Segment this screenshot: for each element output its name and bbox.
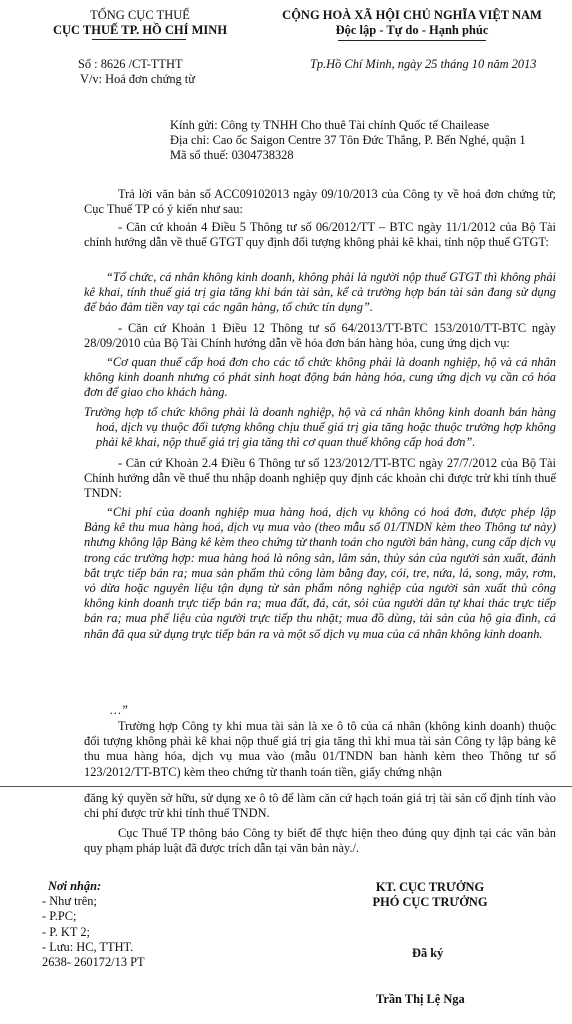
doc-number: Số : 8626 /CT-TTHT bbox=[78, 57, 183, 71]
recipient-to: Kính gửi: Công ty TNHH Cho thuê Tài chính Quốc tế Chailease bbox=[170, 118, 490, 132]
signed-mark: Đã ký bbox=[412, 946, 444, 960]
quote-2: “Cơ quan thuế cấp hoá đơn cho các tổ chức không phải là doanh nghiệp, hộ và cá nhân không kinh doanh nhưng có phát sinh hoạt động bán hàng hóa, cung ứng dịch vụ cần có hóa đơn để giao cho khách hàng. bbox=[84, 355, 556, 400]
recipient-line: - P.PC; bbox=[42, 909, 77, 924]
sign-role: PHÓ CỤC TRƯỞNG bbox=[372, 895, 488, 910]
place-date: Tp.Hồ Chí Minh, ngày 25 tháng 10 năm 2013 bbox=[310, 57, 537, 71]
recipient-address: Địa chỉ: Cao ốc Saigon Centre 37 Tôn Đức Thắng, P. Bến Nghé, quận 1 bbox=[170, 133, 526, 148]
signer-name: Trần Thị Lệ Nga bbox=[376, 992, 465, 1006]
paragraph-basis-3: - Căn cứ Khoản 2.4 Điều 6 Thông tư số 123/2012/TT-BTC ngày 27/7/2012 của Bộ Tài Chính hướng dẫn về thuế thu nhập doanh nghiệp quy định các khoản chi được trừ khi tính thuế TNDN: bbox=[84, 456, 556, 501]
agency-underline bbox=[92, 39, 186, 40]
motto-underline bbox=[338, 40, 486, 41]
paragraph-basis-2: - Căn cứ Khoản 1 Điều 12 Thông tư số 64/2013/TT-BTC 153/2010/TT-BTC ngày 28/09/2010 của Bộ Tài Chính hướng dẫn về hóa đơn bán hàng hóa, cung ứng dịch vụ: bbox=[84, 321, 556, 351]
paragraph-notice: Cục Thuế TP thông báo Công ty biết để thực hiện theo đúng quy định tại các văn bản quy phạm pháp luật đã được trích dẫn tại văn bản này./. bbox=[84, 826, 556, 856]
signature-block bbox=[340, 880, 520, 910]
nation-header bbox=[262, 8, 562, 38]
recipients-title: Nơi nhận: bbox=[48, 879, 102, 893]
paragraph-conclusion-cont: đăng ký quyền sở hữu, sử dụng xe ô tô để làm căn cứ hạch toán giá trị tài sản cố định tính vào chi phí được trừ khi tính thuế TNDN. bbox=[84, 791, 556, 821]
quote-2b: Trường hợp tổ chức không phải là doanh nghiệp, hộ và cá nhân không kinh doanh bán hàng hoá, dịch vụ thuộc đối tượng không chịu thuế giá trị gia tăng hoặc thuộc trường hợp không phải kê khai, nộp thuế giá trị gia tăng thì cơ quan thuế không cấp hoá đơn”. bbox=[84, 405, 556, 450]
paragraph-basis-1: - Căn cứ khoản 4 Điều 5 Thông tư số 06/2012/TT – BTC ngày 11/1/2012 của Bộ Tài chính hướng dẫn về thuế GTGT quy định đối tượng không phải kê khai, tính nộp thuế GTGT: bbox=[84, 220, 556, 250]
motto: Độc lập - Tự do - Hạnh phúc bbox=[335, 23, 489, 38]
recipient-line: - Lưu: HC, TTHT. bbox=[42, 939, 134, 954]
recipient-line: 2638- 260172/13 PT bbox=[42, 955, 145, 970]
quote-3-end: …” bbox=[110, 703, 128, 717]
quote-3: “Chi phí của doanh nghiệp mua hàng hoá, dịch vụ không có hoá đơn, được phép lập Bảng kê thu mua hàng hoá, dịch vụ mua vào (theo mẫu số 01/TNDN kèm theo Thông tư này) nhưng không lập Bảng kê kèm theo chứng từ thanh toán cho người bán hàng, cung cấp dịch vụ trong các trường hợp: mua hàng hoá là nông sản, lâm sản, thủy sản của người sản xuất, đánh bắt trực tiếp bán ra; mua sản phẩm thủ công làm bằng đay, cói, tre, nứa, lá, song, mây, rơm, vỏ dừa hoặc nguyên liệu tận dụng từ sản phẩm nông nghiệp của người sản xuất thủ công không kinh doanh trực tiếp bán ra; mua đất, đá, cát, sỏi của người dân tự khai thác trực tiếp bán ra; mua phế liệu của người trực tiếp thu nhặt; mua đồ dùng, tài sản của hộ gia đình, cá nhân đã qua sử dụng trực tiếp bán ra và một số dịch vụ mua của cá nhân không kinh doanh. bbox=[84, 505, 556, 641]
recipient-tax-code: Mã số thuế: 0304738328 bbox=[170, 148, 294, 163]
doc-subject: V/v: Hoá đơn chứng từ bbox=[80, 72, 195, 86]
paragraph-reply: Trả lời văn bản số ACC09102013 ngày 09/10/2013 của Công ty về hoá đơn chứng từ; Cục Thuế TP có ý kiến như sau: bbox=[84, 187, 556, 217]
agency-name: CỤC THUẾ TP. HỒ CHÍ MINH bbox=[52, 23, 228, 38]
paragraph-conclusion: Trường hợp Công ty khi mua tài sản là xe ô tô của cá nhân (không kinh doanh) thuộc đối tượng không phải kê khai nộp thuế giá trị gia tăng thì khi mua tài sản Công ty lập bảng kê thu mua hàng hóa, dịch vụ mua vào (mẫu 01/TNDN ban hành kèm theo Thông tư số 123/2012/TT-BTC) kèm theo chứng từ thanh toán tiền, giấy chứng nhận bbox=[84, 719, 556, 779]
agency-parent: TỔNG CỤC THUẾ bbox=[90, 8, 190, 22]
sign-title: KT. CỤC TRƯỞNG bbox=[375, 880, 485, 894]
recipient-block bbox=[170, 118, 560, 164]
scan-fold-line bbox=[0, 786, 572, 787]
recipient-line: - Như trên; bbox=[42, 894, 97, 909]
quote-1: “Tổ chức, cá nhân không kinh doanh, không phải là người nộp thuế GTGT thì không phải kê khai, tính thuế giá trị gia tăng khi bán tài sản, kể cả trường hợp bán tài sản đang sử dụng để bảo đảm tiền vay tại các ngân hàng, tổ chức tín dụng”. bbox=[84, 270, 556, 315]
nation-title: CỘNG HOÀ XÃ HỘI CHỦ NGHĨA VIỆT NAM bbox=[282, 8, 542, 22]
agency-header bbox=[20, 8, 260, 38]
recipients-block bbox=[42, 879, 262, 970]
recipient-line: - P. KT 2; bbox=[42, 924, 90, 939]
